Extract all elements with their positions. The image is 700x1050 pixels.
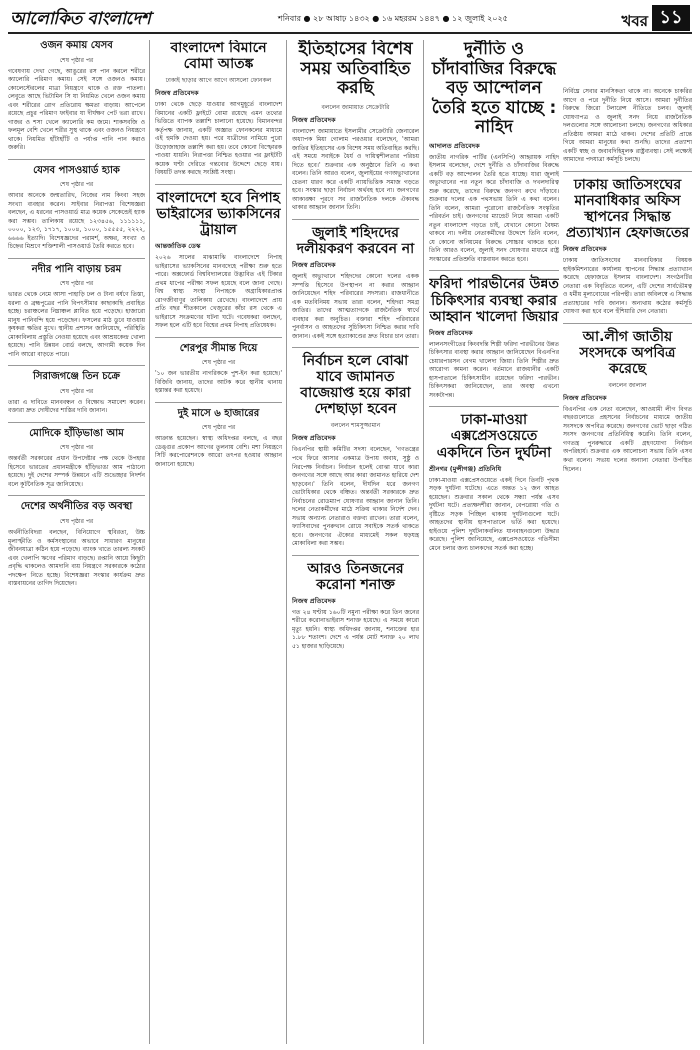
story-sirajganj: [8, 371, 145, 416]
headline: ঢাকা-মাওয়া এক্সপ্রেসওয়েতে একদিনে তিন দুর্ঘটনা: [436, 412, 552, 461]
story-body: ঢাকায় জাতিসংঘের মানবাধিকার বিষয়ক হাইকমিশনারের কার্যালয় স্থাপনের সিদ্ধান্ত প্রত্যাখ্যান করেছে হেফাজতে ইসলাম বাংলাদেশ। সংগঠনটির নেতারা এক বিবৃতিতে বলেন, এটি দেশের সার্বভৌমত্ব ও ধর্মীয় মূল্যবোধের পরিপন্থী। তারা অবিলম্বে এ সিদ্ধান্ত প্রত্যাহারের দাবি জানান। অন্যথায় কঠোর কর্মসূচি ঘোষণা করা হবে বলে হুঁশিয়ারি দেন নেতারা।: [563, 257, 692, 316]
story-body: অন্তর্বর্তী সরকারের প্রধান উপদেষ্টার পক্ষ থেকে উপহার হিসেবে ভারতের প্রধানমন্ত্রীকে হাঁড়িভাঙা আম পাঠানো হয়েছে। দুই দেশের সম্পর্ক উন্নয়নে এটি শুভেচ্ছার নিদর্শন বলে কূটনৈতিক সূত্র জানিয়েছে।: [8, 455, 145, 488]
divider: [292, 555, 419, 556]
story-body: গত ২৪ ঘণ্টায় ১৬০টি নমুনা পরীক্ষা করে তিন জনের শরীরে করোনাভাইরাস শনাক্ত হয়েছে। এ সময়ে কারো মৃত্যু হয়নি। স্বাস্থ্য অধিদপ্তর জানায়, শনাক্তের হার ১.৮৮ শতাংশ। দেশে এ পর্যন্ত মোট শনাক্ত ২০ লাখ ৫১ হাজার ছাড়িয়েছে।: [292, 608, 419, 650]
story-economy: [8, 501, 145, 588]
column-3: [292, 40, 424, 1044]
story-passwords: [8, 165, 145, 252]
headline: ঢাকায় জাতিসংঘের মানবাধিকার অফিস স্থাপনের সিদ্ধান্ত প্রত্যাখ্যান হেফাজতের: [565, 176, 690, 241]
divider: [8, 422, 145, 423]
headline: সিরাজগঞ্জে তিন চক্রে: [32, 371, 120, 383]
continuation-label: শেষ পৃষ্ঠার পর: [59, 181, 94, 189]
headline: বাংলাদেশে হবে নিপাহ ভাইরাসের ভ্যাকসিনের ট্রায়াল: [156, 189, 281, 239]
column-2: [155, 40, 287, 1044]
subheadline: বললেন জামায়াত সেক্রেটারি: [321, 103, 390, 111]
byline: নিজস্ব প্রতিবেদক: [292, 434, 336, 443]
story-body: বিএনপির এক নেতা বলেছেন, আওয়ামী লীগ বিগত বছরগুলোতে প্রহসনের নির্বাচনের মাধ্যমে জাতীয় সংসদকে অপবিত্র করেছে। জনগণের ভোট ছাড়া গঠিত সংসদ জনগণের প্রতিনিধিত্ব করেনি। তিনি বলেন, গণতন্ত্র পুনরুদ্ধারে একটি গ্রহণযোগ্য নির্বাচন অপরিহার্য। শুক্রবার এক আলোচনা সভায় তিনি এসব কথা বলেন। সভায় দলের অন্যান্য নেতারা উপস্থিত ছিলেন।: [563, 405, 692, 473]
divider: [292, 347, 419, 348]
continuation-label: শেষ পৃষ্ঠার পর: [201, 424, 236, 432]
section-title: খবর: [621, 12, 648, 30]
headline: আ.লীগ জাতীয় সংসদকে অপবিত্র করেছে: [579, 328, 676, 377]
story-body: ঢাকা-মাওয়া এক্সপ্রেসওয়েতে একই দিনে তিনটি পৃথক সড়ক দুর্ঘটনা ঘটেছে। এতে অন্তত ১২ জন আহত হয়েছেন। শুক্রবার সকাল থেকে সন্ধ্যা পর্যন্ত এসব দুর্ঘটনা ঘটে। প্রত্যক্ষদর্শীরা জানান, বেপরোয়া গতি ও বৃষ্টিতে সড়ক পিচ্ছিল থাকায় দুর্ঘটনাগুলো ঘটে। আহতদের স্থানীয় হাসপাতালে ভর্তি করা হয়েছে। হাইওয়ে পুলিশ দুর্ঘটনাকবলিত যানবাহনগুলো উদ্ধার করেছে। পুলিশ জানিয়েছে, এক্সপ্রেসওয়েতে গতিসীমা মেনে চলার জন্য চালকদের সতর্ক করা হচ্ছে।: [429, 476, 559, 552]
byline: শ্রীনগর (মুন্সীগঞ্জ) প্রতিনিধি: [429, 464, 502, 473]
byline: আন্তর্জাতিক ডেস্ক: [155, 242, 201, 251]
page-number: ১১: [652, 5, 690, 31]
byline: নিজস্ব প্রতিবেদক: [292, 596, 336, 605]
story-body: জুলাই অভ্যুত্থানে শহিদদের কোনো দলের একক সম্পত্তি হিসেবে উপস্থাপন না করার আহ্বান জানিয়েছেন শহিদ পরিবারের সদস্যরা। রাজধানীতে এক মতবিনিময় সভায় তারা বলেন, শহিদরা সমগ্র জাতির। তাদের আত্মত্যাগকে রাজনৈতিক স্বার্থে ব্যবহার করা অনুচিত। বক্তারা শহিদ পরিবারের পুনর্বাসন ও আহতদের সুচিকিৎসা নিশ্চিত করার দাবি জানান। একই সঙ্গে হত্যাকাণ্ডের দ্রুত বিচার চান তারা।: [292, 272, 419, 340]
headline: আরও তিনজনের করোনা শনাক্ত: [307, 560, 404, 593]
story-expressway: [429, 412, 559, 553]
divider: [563, 323, 692, 324]
headline: মোদিকে হাঁড়িভাঙা আম: [29, 427, 124, 439]
story-body: জাতীয় নাগরিক পার্টির (এনসিপি) আহ্বায়ক নাহিদ ইসলাম বলেছেন, দেশে দুর্নীতি ও চাঁদাবাজির বিরুদ্ধে একটি বড় আন্দোলন তৈরি হতে যাচ্ছে। যারা জুলাই অভ্যুত্থানের পর নতুন করে চাঁদাবাজি ও দখলদারিত্ব শুরু করেছে, তাদের বিরুদ্ধে জনগণ রুখে দাঁড়াবে। শুক্রবার দলের এক পথসভায় তিনি এ কথা বলেন। তিনি বলেন, আমরা পুরোনো রাজনৈতিক সংস্কৃতির পরিবর্তন চাই। জনগণের ম্যান্ডেট নিয়ে আমরা একটি নতুন বাংলাদেশ গড়তে চাই, যেখানে কোনো বৈষম্য থাকবে না। দলীয় নেতাকর্মীদের উদ্দেশে তিনি বলেন, যে কোনো অনিয়মের বিরুদ্ধে সোচ্চার থাকতে হবে। তিনি আরও বলেন, জুলাই সনদ ঘোষণার মাধ্যমে রাষ্ট্র সংস্কারের প্রতিশ্রুতি বাস্তবায়ন করতে হবে।: [429, 153, 559, 263]
story-bomb-scare: [155, 40, 282, 178]
story-body: আক্রান্ত হয়েছেন। স্বাস্থ্য অধিদপ্তর বলছে, এ বছর ডেঙ্গুর প্রকোপ আগের তুলনায় বেশি। মশা নিয়ন্ত্রণে সিটি করপোরেশনকে আরো তৎপর হওয়ার আহ্বান জানানো হয়েছে।: [155, 435, 282, 468]
story-covid: [292, 561, 419, 652]
divider: [155, 402, 282, 403]
story-river-water: [8, 264, 145, 360]
byline: নিজস্ব প্রতিবেদক: [292, 260, 336, 269]
headline: দুর্নীতি ও চাঁদাবাজির বিরুদ্ধে বড় আন্দোলন তৈরি হতে যাচ্ছে : নাহিদ: [431, 40, 557, 138]
story-mango: [8, 428, 145, 490]
continuation-label: শেষ পৃষ্ঠার পর: [59, 387, 94, 395]
newspaper-logo: আলোকিত বাংলাদেশ: [10, 9, 151, 29]
subheadline: ঢাকাই ছাড়ার আগে আগে আসলো ফোনকল: [165, 77, 272, 85]
divider: [429, 406, 559, 407]
story-election: [292, 353, 419, 549]
continuation-label: শেষ পৃষ্ঠার পর: [201, 359, 236, 367]
dateline: শনিবার ● ২৮ আষাঢ় ১৪৩২ ● ১৬ মহররম ১৪৪৭ ● ১২ জুলাই ২০২৫: [278, 14, 508, 23]
divider: [429, 270, 559, 271]
divider: [8, 159, 145, 160]
continuation-label: শেষ পৃষ্ঠার পর: [59, 517, 94, 525]
divider: [155, 184, 282, 185]
divider: [155, 337, 282, 338]
story-body: লালনসংগীতের কিংবদন্তি শিল্পী ফরিদা পারভীনের উন্নত চিকিৎসার ব্যবস্থা করার আহ্বান জানিয়েছেন বিএনপির চেয়ারপারসন বেগম খালেদা জিয়া। তিনি শিল্পীর দ্রুত আরোগ্য কামনা করেন। বর্তমানে রাজধানীর একটি হাসপাতালে চিকিৎসাধীন রয়েছেন ফরিদা পারভীন। চিকিৎসকরা জানিয়েছেন, তার অবস্থা এখনো সংকটাপন্ন।: [429, 340, 559, 399]
headline: শেরপুর সীমান্ত দিয়ে: [179, 342, 258, 354]
story-body: বিএনপির স্থায়ী কমিটির সদস্য বলেছেন, 'গণতন্ত্রের পথে ফিরে আসার একমাত্র উপায় অবাধ, সুষ্ঠু ও নিরপেক্ষ নির্বাচন। নির্বাচন হলেই বোঝা যাবে কারা জনগণের সঙ্গে আছে আর কারা জামানত হারিয়ে দেশ ছাড়বেন।' তিনি বলেন, দীর্ঘদিন ধরে জনগণ ভোটাধিকার থেকে বঞ্চিত। অন্তর্বর্তী সরকারকে দ্রুত নির্বাচনের রোডম্যাপ ঘোষণার আহ্বান জানান তিনি। দলের নেতাকর্মীদের মাঠে সক্রিয় থাকার নির্দেশ দেন। সভায় অন্যান্য নেতারাও বক্তব্য রাখেন। তারা বলেন, ফ্যাসিবাদের পুনরুত্থান রোধে সবাইকে সতর্ক থাকতে হবে। জনগণের ঐক্যের মাধ্যমেই সকল ষড়যন্ত্র মোকাবিলা করা সম্ভব।: [292, 446, 419, 548]
story-body: অর্থনীতিবিদরা বলছেন, বিনিয়োগে স্থবিরতা, উচ্চ মূল্যস্ফীতি ও কর্মসংস্থানের অভাবে সাধারণ মানুষের জীবনযাত্রা কঠিন হয়ে পড়েছে। ব্যাংক খাতে তারল্য সংকট এবং খেলাপি ঋণের পরিমাণ বাড়ছে। রপ্তানি আয়ে কিছুটা প্রবৃদ্ধি থাকলেও আমদানি ব্যয় নিয়ন্ত্রণে সরকারকে কঠোর পদক্ষেপ নিতে হচ্ছে। বিশেষজ্ঞরা সংস্কার কার্যক্রম দ্রুত বাস্তবায়নের তাগিদ দিয়েছেন।: [8, 528, 145, 588]
divider: [8, 365, 145, 366]
masthead: [8, 4, 692, 34]
story-farida-parveen: [429, 276, 559, 400]
divider: [8, 495, 145, 496]
continuation-label: শেষ পৃষ্ঠার পর: [59, 56, 94, 64]
story-body: গবেষণায় দেখা গেছে, আঙুরের রস পান করলে শরীরে ক্যালোরি পরিমাণ কমায়। সেই সঙ্গে ওজনও কমায়। কোলেস্টেরলের মাত্রা নিয়ন্ত্রণে থাকে ও রক্ত পাতলা। লেবুতে আছে ভিটামিন সি যা নিয়মিত খেলে ওজন কমায় এবং শরীরের রোগ প্রতিরোধ ক্ষমতা বাড়ায়। আপেলে রয়েছে প্রচুর পরিমাণ ফাইবার যা দীর্ঘক্ষণ পেট ভরা রাখে। গাজর ও শসা খেলে ক্যালোরি কম জমে। শাকসবজি ও ফলমূল বেশি খেলে শরীর সুস্থ থাকে এবং ওজনও নিয়ন্ত্রণে থাকে। নিয়মিত হাঁটাহাঁটি ও পর্যাপ্ত পানি পান করাও জরুরি।: [8, 67, 145, 152]
headline: ফরিদা পারভীনের উন্নত চিকিৎসার ব্যবস্থা করার আহ্বান খালেদা জিয়ার: [429, 276, 559, 325]
column-1: [8, 40, 150, 1044]
headline: যেসব পাসওয়ার্ড হ্যাক: [33, 164, 120, 176]
headline: ওজন কমায় যেসব: [40, 40, 113, 51]
divider: [8, 258, 145, 259]
byline: নিজস্ব প্রতিবেদক: [155, 89, 199, 98]
byline: নিজস্ব প্রতিবেদক: [292, 115, 336, 124]
headline: বাংলাদেশ বিমানে বোমা আতঙ্ক: [170, 40, 267, 73]
headline: দুই মাসে ৬ হাজারের: [177, 407, 260, 419]
byline: আদালত প্রতিবেদক: [429, 141, 480, 150]
subheadline: বললেন শামসুজ্জামান: [330, 422, 381, 430]
headline: জুলাই শহিদদের দলীয়করণ করবেন না: [296, 224, 415, 257]
continuation-label: শেষ পৃষ্ঠার পর: [59, 280, 94, 288]
story-body: আবার অনেকে জন্মতারিখ, নিজের নাম কিংবা সহজ সংখ্যা ব্যবহার করেন। সাইবার নিরাপত্তা বিশেষজ্ঞরা বলছেন, এ ধরনের পাসওয়ার্ড মাত্র কয়েক সেকেন্ডেই হ্যাক করা সম্ভব। তালিকায় রয়েছে ১২৩৪৫৬, ১১১১১১, ০০০০, ১২৩, ১৭১৭, ১০০৪, ১০০০, ১৫৫৫৫, ২২২২, ৬৬৬৬ ইত্যাদি। বিশেষজ্ঞদের পরামর্শ, অক্ষর, সংখ্যা ও চিহ্নের মিশ্রণে শক্তিশালী পাসওয়ার্ড তৈরি করতে হবে।: [8, 192, 145, 251]
story-body: নির্বিঘ্নে সেবার মানসিকতা থাকে না। অনেকে চাকরির আগে ও পরে দুর্নীতি নিয়ে আসে। আমরা দুর্নীতির বিরুদ্ধে জিরো টলারেন্স নীতিতে চলব। জুলাই ঘোষণাপত্র ও জুলাই সনদ নিয়ে রাজনৈতিক দলগুলোর সঙ্গে আলোচনা চলছে। জনগণের অধিকার প্রতিষ্ঠায় আমরা মাঠে থাকব। দেশের প্রতিটি প্রান্তে গিয়ে আমরা মানুষের কথা শুনছি। তাদের প্রত্যাশা একটি স্বচ্ছ ও জবাবদিহিমূলক রাষ্ট্রব্যবস্থা। সেই লক্ষ্যেই আমাদের পদযাত্রা কর্মসূচি চলছে।: [563, 88, 692, 164]
story-six-thousand: [155, 408, 282, 470]
headline: নদীর পানি বাড়ায় চরম: [31, 263, 122, 275]
continuation-label: শেষ পৃষ্ঠার পর: [59, 444, 94, 452]
headline: ইতিহাসের বিশেষ সময় অতিবাহিত করছি: [298, 40, 413, 99]
byline: নিজস্ব প্রতিবেদক: [563, 393, 607, 402]
story-awami-league: [563, 329, 692, 474]
headline: দেশের অর্থনীতির বড় অবস্থা: [20, 501, 133, 513]
story-body: '১০ জন ভারতীয় নাগরিককে পুশ-ইন করা হয়েছে।' বিজিবি জানায়, তাদের আটক করে স্থানীয় থানায় হস্তান্তর করা হয়েছে।: [155, 370, 282, 395]
story-weight-loss: [8, 40, 145, 153]
story-body: ভারত থেকে নেমে আসা পাহাড়ি ঢল ও টানা বর্ষণে তিস্তা, ধরলা ও ব্রহ্মপুত্রের পানি বিপৎসীমার কাছাকাছি প্রবাহিত হচ্ছে। চরাঞ্চলের নিম্নাঞ্চল প্লাবিত হয়ে পড়েছে। হাজারো মানুষ পানিবন্দি হয়ে পড়েছেন। ফসলের মাঠ ডুবে যাওয়ায় কৃষকরা ক্ষতির মুখে। স্থানীয় প্রশাসন জানিয়েছে, পরিস্থিতি মোকাবিলায় প্রস্তুতি নেওয়া হয়েছে এবং আশ্রয়কেন্দ্র খোলা হয়েছে। পানি উন্নয়ন বোর্ড বলছে, আগামী কয়েক দিন পানি আরো বাড়তে পারে।: [8, 291, 145, 358]
story-body: তারা এ দাবিতে মানববন্ধন ও বিক্ষোভ সমাবেশ করেন। বক্তারা দ্রুত দোষীদের শাস্তির দাবি জানান।: [8, 398, 145, 415]
column-4: [429, 40, 559, 1044]
byline: নিজস্ব প্রতিবেদক: [563, 245, 607, 254]
story-nahid: [429, 40, 559, 264]
column-5: [563, 40, 692, 1044]
story-history: [292, 40, 419, 213]
divider: [563, 171, 692, 172]
story-body: ২০২৬ সালের মাঝামাঝি বাংলাদেশে নিপাহ ভাইরাসের ভ্যাকসিনের মানবদেহে পরীক্ষা শুরু হতে পারে। অক্সফোর্ড বিশ্ববিদ্যালয়ের উদ্ভাবিত এই টিকার প্রথম ধাপের পরীক্ষা সফল হয়েছে বলে জানা গেছে। বিশ্ব স্বাস্থ্য সংস্থা নিপাহকে অগ্রাধিকারপ্রাপ্ত রোগজীবাণুর তালিকায় রেখেছে। বাংলাদেশে প্রায় প্রতি বছর শীতকালে খেজুরের কাঁচা রস থেকে এ ভাইরাসে সংক্রমণের ঘটনা ঘটে। গবেষকরা বলছেন, সফল হলে এটি হবে বিশ্বের প্রথম নিপাহ প্রতিষেধক।: [155, 254, 282, 330]
story-un-office: [563, 177, 692, 317]
story-nipah-vaccine: [155, 190, 282, 331]
subheadline: বললেন জালাল: [608, 381, 647, 389]
byline: নিজস্ব প্রতিবেদক: [429, 328, 473, 337]
divider: [292, 219, 419, 220]
headline: নির্বাচন হলে বোঝা যাবে জামানত বাজেয়াপ্ত হয়ে কারা দেশছাড়া হবেন: [300, 353, 411, 418]
story-body: ঢাকা থেকে ছেড়ে যাওয়ার আগমুহূর্তে বাংলাদেশ বিমানের একটি ফ্লাইটে বোমা রয়েছে এমন তথ্যের ভিত্তিতে ব্যাপক তল্লাশি চালানো হয়েছে। বিমানবন্দর কর্তৃপক্ষ জানায়, একটি অজ্ঞাত ফোনকলের মাধ্যমে এই হুমকি দেওয়া হয়। পরে যাত্রীদের নামিয়ে পুরো উড়োজাহাজ তল্লাশি করা হয়। তবে কোনো বিস্ফোরক পাওয়া যায়নি। নিরাপত্তা নিশ্চিত হওয়ার পর ফ্লাইটটি কয়েক ঘণ্টা দেরিতে গন্তব্যের উদ্দেশে ছেড়ে যায়। বিষয়টি তদন্ত করছে সংশ্লিষ্ট সংস্থা।: [155, 101, 282, 177]
story-body: বাংলাদেশ জামায়াতে ইসলামীর সেক্রেটারি জেনারেল অধ্যাপক মিয়া গোলাম পরওয়ার বলেছেন, 'আমরা জাতির ইতিহাসের এক বিশেষ সময় অতিবাহিত করছি। এই সময়ে সবাইকে ধৈর্য ও দায়িত্বশীলতার পরিচয় দিতে হবে।' শুক্রবার এক অনুষ্ঠানে তিনি এ কথা বলেন। তিনি আরও বলেন, জুলাইয়ের গণঅভ্যুত্থানের চেতনা ধারণ করে একটি ন্যায়ভিত্তিক সমাজ গড়তে হবে। সংস্কার ছাড়া নির্বাচন অর্থবহ হবে না। জনগণের আকাঙ্ক্ষা পূরণে সব রাজনৈতিক দলকে ঐক্যবদ্ধ থাকার আহ্বান জানান তিনি।: [292, 127, 419, 212]
story-nahid-continued: [563, 88, 692, 165]
story-july-martyrs: [292, 225, 419, 341]
story-sherpur-border: [155, 343, 282, 396]
